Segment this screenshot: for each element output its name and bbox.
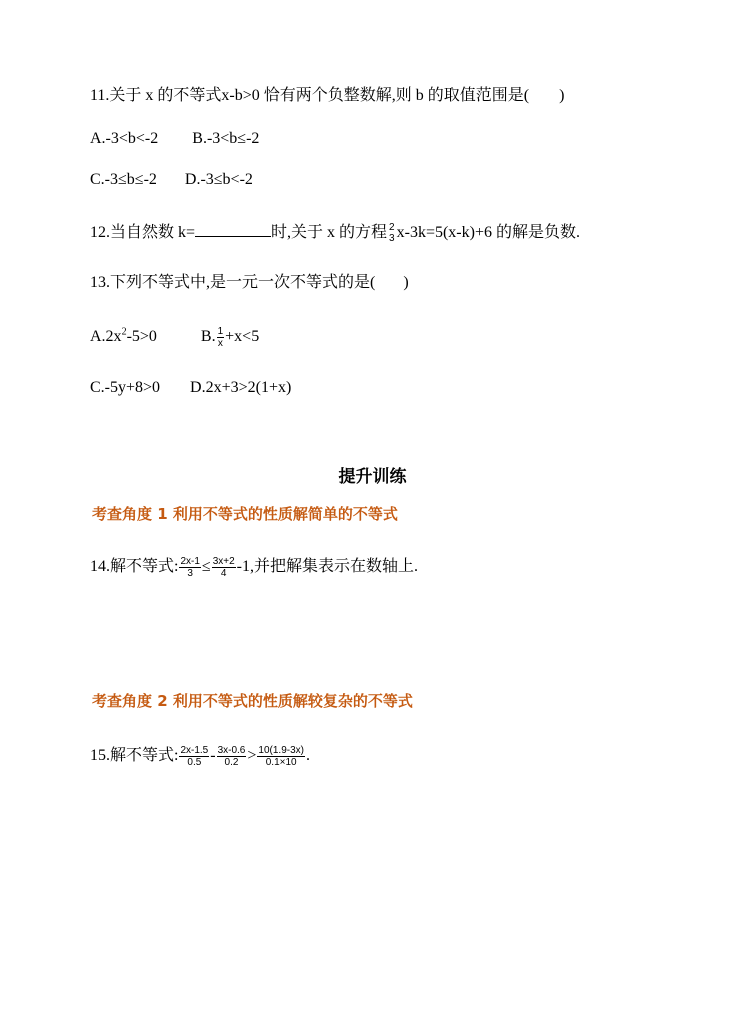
q15-f1-den: 0.5 — [187, 757, 202, 768]
q12-part2: 时,关于 x 的方程 — [271, 224, 388, 241]
q15-fraction-2 — [217, 745, 247, 768]
question-11 — [90, 86, 564, 106]
q11-option-c: C.-3≤b≤-2 — [90, 171, 157, 188]
q13-opt-a-post: -5>0 — [126, 328, 157, 346]
question-15 — [90, 745, 310, 768]
q13-opt-b-post: +x<5 — [225, 328, 260, 346]
q11-option-d: D.-3≤b<-2 — [184, 171, 253, 188]
q11-options-row2 — [90, 170, 253, 190]
q14-fraction-2 — [212, 556, 236, 579]
q14-f2-num: 3x+2 — [212, 556, 235, 567]
q12-part3: x-3k=5(x-k)+6 的解是负数. — [396, 224, 580, 241]
q15-f2-den: 0.2 — [224, 757, 239, 768]
q13-opt-b-pre: B. — [200, 328, 216, 346]
q12-part1: 12.当自然数 k= — [90, 224, 196, 241]
q14-operator: ≤ — [201, 558, 211, 576]
angle-1-heading: 考查角度 1 利用不等式的性质解简单的不等式 — [92, 505, 398, 523]
q13-paren-close: ) — [403, 274, 409, 291]
q15-fraction-1 — [179, 745, 209, 768]
q15-operator-2: > — [247, 747, 257, 765]
q11-option-b: B.-3<b≤-2 — [192, 130, 260, 147]
q13-opt-a-exponent: 2 — [121, 326, 127, 338]
q13-option-d: D.2x+3>2(1+x) — [190, 379, 292, 396]
q13-options-row2 — [90, 378, 291, 398]
q15-pre: 15.解不等式: — [90, 747, 179, 765]
question-13 — [90, 273, 409, 293]
q13-option-b — [200, 326, 260, 349]
q14-f1-den: 3 — [187, 568, 193, 579]
q12-fraction — [388, 222, 396, 244]
q14-post: -1,并把解集表示在数轴上. — [236, 558, 418, 576]
q11-options-row1 — [90, 129, 259, 149]
q13-stem: 13.下列不等式中,是一元一次不等式的是( — [90, 274, 376, 291]
q13-opt-a-pre: A.2x — [90, 328, 122, 346]
q15-f2-num: 3x-0.6 — [217, 745, 246, 756]
q13-opt-b-fraction — [217, 326, 225, 349]
question-14 — [90, 556, 418, 579]
q13-options-row1 — [90, 326, 259, 349]
q12-answer-blank — [195, 222, 271, 237]
q12-frac-den: 3 — [389, 233, 395, 245]
q15-operator-1: - — [210, 747, 216, 765]
q11-paren-close: ) — [559, 87, 565, 104]
q13-option-c: C.-5y+8>0 — [90, 379, 161, 396]
q11-stem: 11.关于 x 的不等式x-b>0 恰有两个负整数解,则 b 的取值范围是( — [90, 87, 530, 104]
q15-fraction-3 — [257, 745, 305, 768]
q15-f3-num: 10(1.9-3x) — [258, 745, 304, 756]
q13-option-a — [90, 328, 157, 345]
q14-f2-den: 4 — [220, 568, 227, 579]
q11-option-a: A.-3<b<-2 — [90, 130, 159, 147]
q15-post: . — [305, 747, 310, 765]
q12-frac-num: 2 — [389, 222, 395, 234]
angle-2-heading: 考查角度 2 利用不等式的性质解较复杂的不等式 — [92, 692, 413, 710]
section-title: 提升训练 — [338, 467, 407, 487]
q15-f1-num: 2x-1.5 — [180, 745, 209, 756]
q14-fraction-1 — [179, 556, 200, 579]
q14-pre: 14.解不等式: — [90, 558, 179, 576]
q13-opt-b-num: 1 — [217, 326, 224, 337]
question-12 — [90, 222, 580, 244]
q13-opt-b-den: x — [217, 338, 223, 349]
q14-f1-num: 2x-1 — [180, 556, 200, 567]
q15-f3-den: 0.1×10 — [265, 757, 297, 768]
